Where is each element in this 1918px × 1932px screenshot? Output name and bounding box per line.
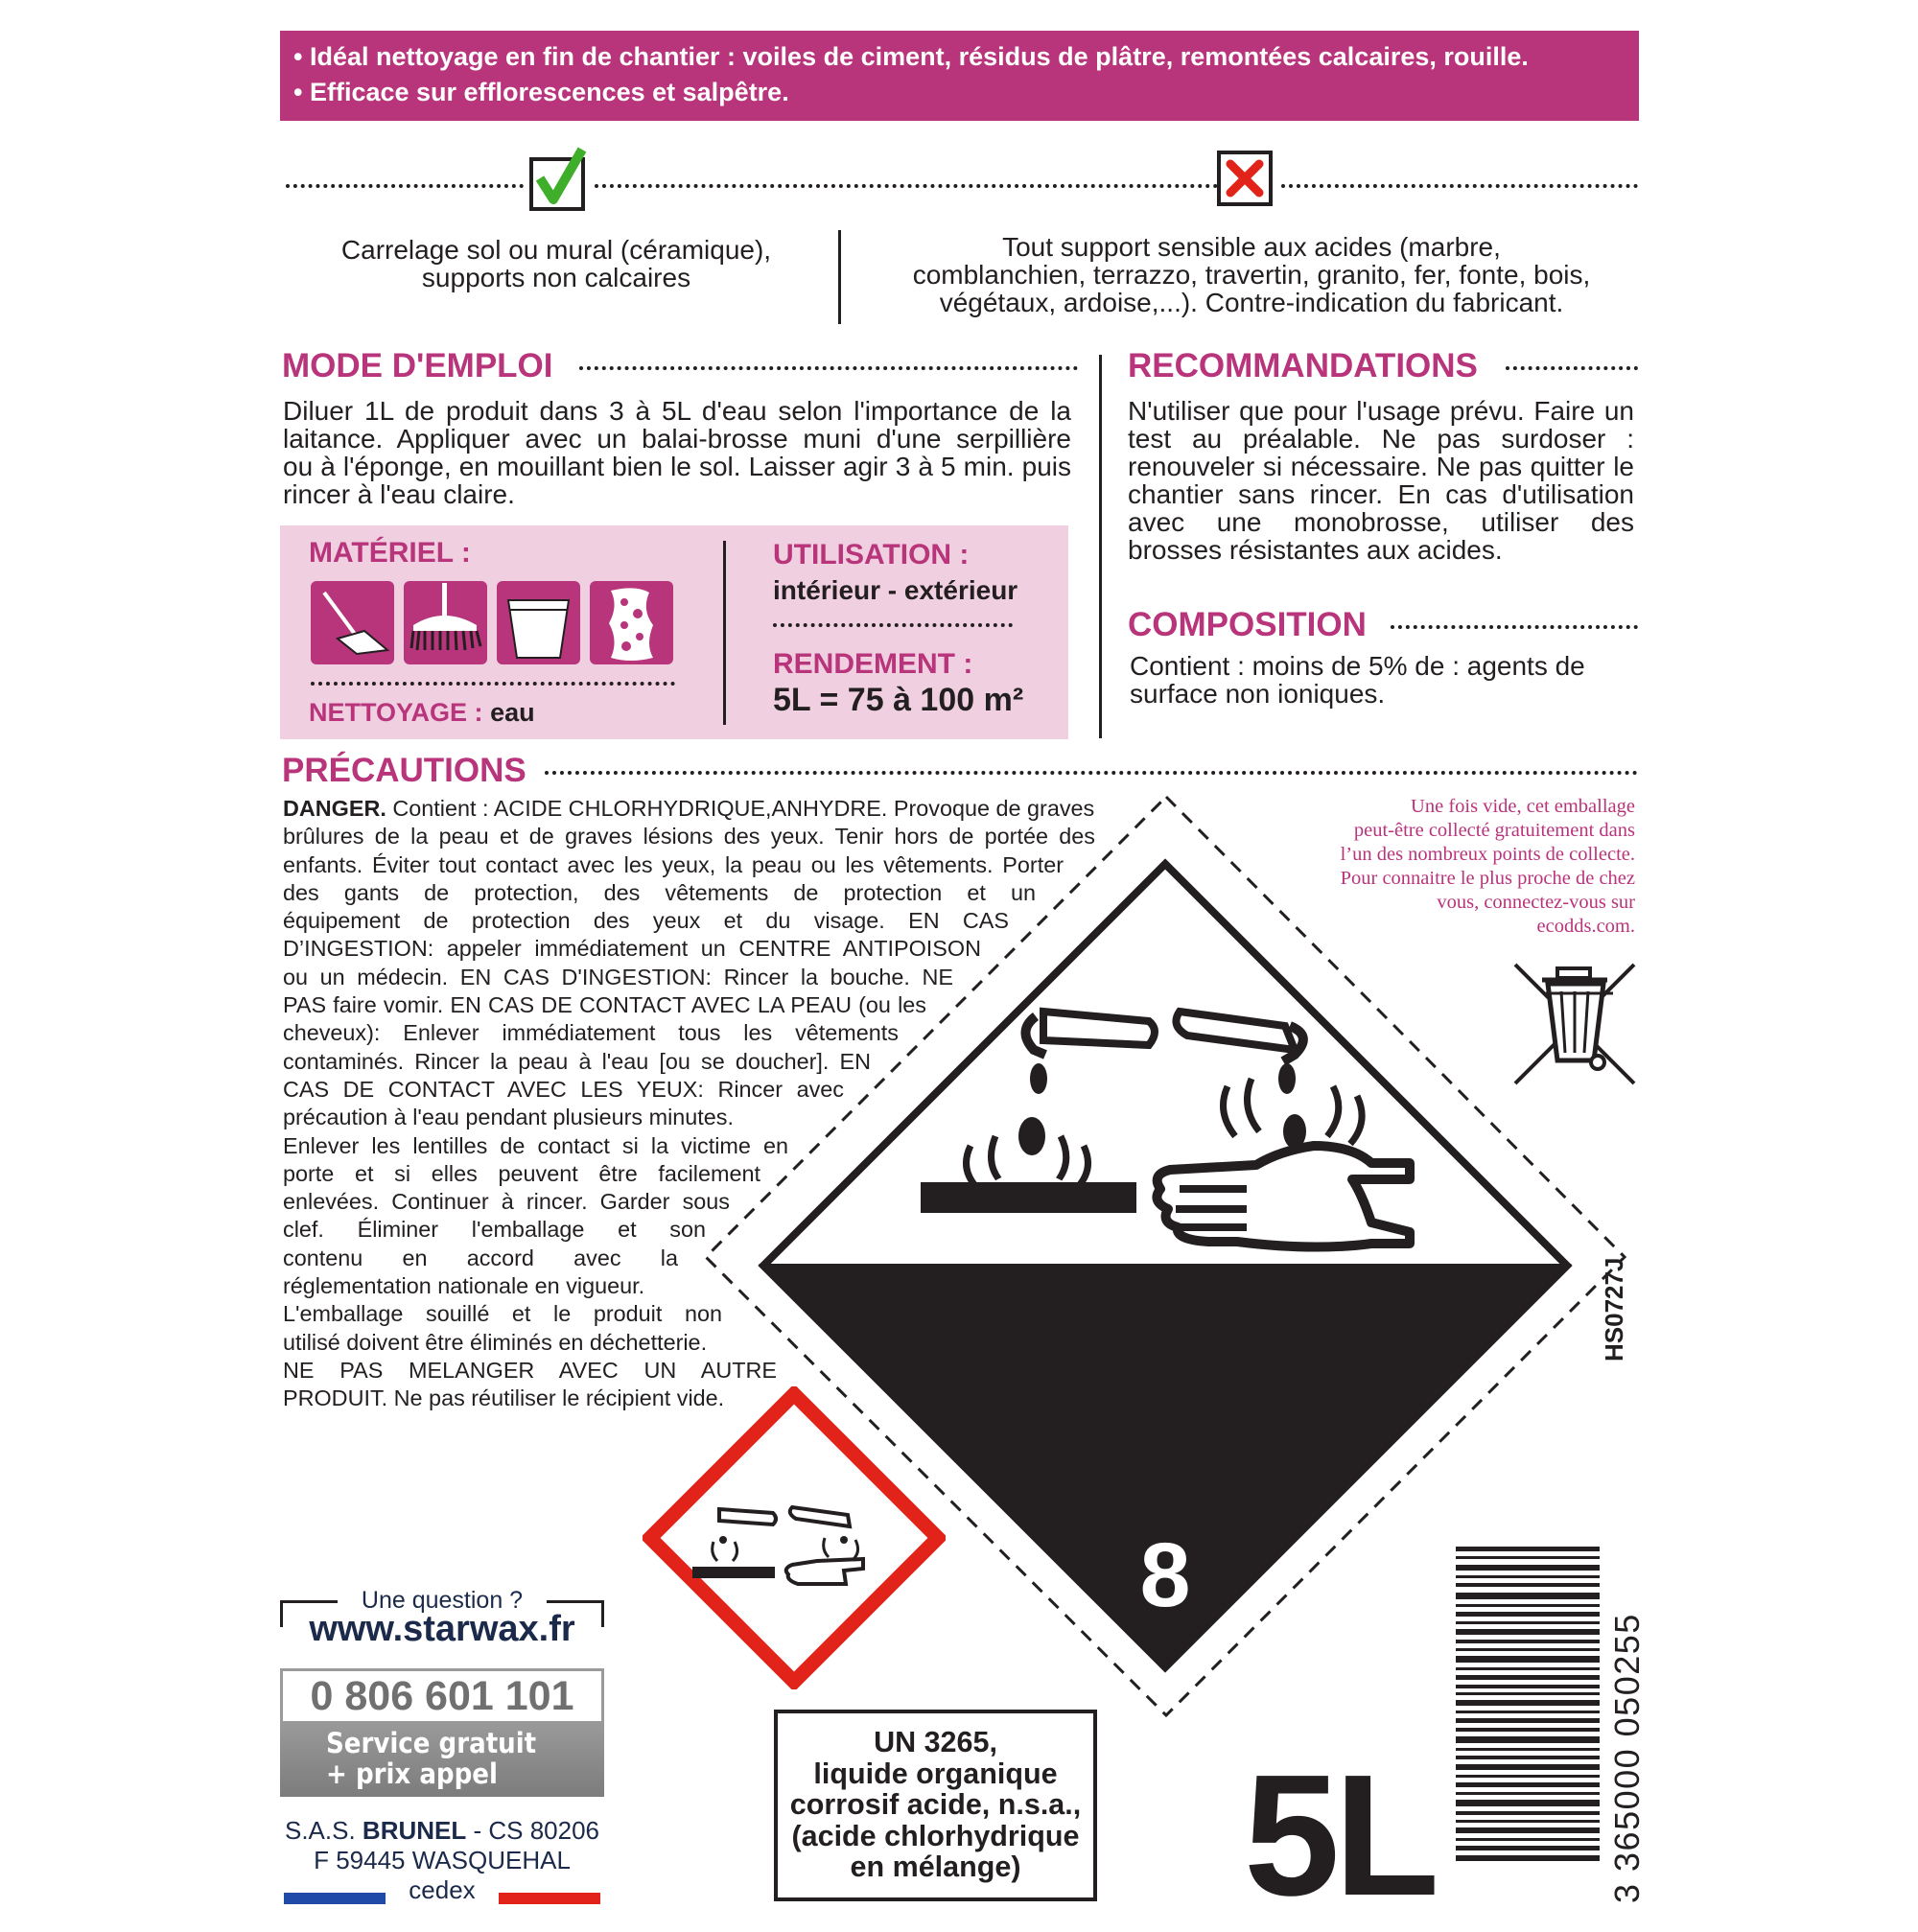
column-divider bbox=[1099, 355, 1102, 738]
top-banner bbox=[280, 31, 1639, 121]
divider-dots bbox=[286, 184, 524, 188]
banner-line-2: • Efficace sur efflorescences et salpêtre. bbox=[293, 78, 789, 106]
un-number-box: UN 3265, liquide organique corrosif acide, n.s.a., (acide chlorhydrique en mélange) bbox=[774, 1710, 1097, 1901]
utilisation-title: UTILISATION : bbox=[773, 539, 970, 570]
volume-label: 5L bbox=[1244, 1739, 1435, 1932]
unsuitable-surfaces: Tout support sensible aux acides (marbre, comblanchien, terrazzo, travertin, granito, fer, fonte, bois, végétaux, ardoise,...). Contre-indication du fabricant. bbox=[912, 232, 1591, 317]
flag-red-stripe bbox=[499, 1893, 600, 1904]
mode-emploi-text: Diluer 1L de produit dans 3 à 5L d'eau selon l'importance de la laitance. Appliquer avec un balai-brosse muni d'une serpillière ou à l'éponge, en mouillant bien le sol. Laisser agir 3 à 5 min. puis rincer à l'eau claire. bbox=[283, 396, 1071, 509]
company-address: S.A.S. BRUNEL - CS 80206 F 59445 WASQUEHAL cedex bbox=[284, 1816, 600, 1904]
divider-dots bbox=[579, 366, 1078, 370]
recycling-note: Une fois vide, cet emballage peut-être collecté gratuitement dans l’un des nombreux points de collecte. Pour connaitre le plus proche de chez vous, connectez-vous sur ecodds.com. bbox=[1340, 796, 1635, 937]
divider-dots bbox=[545, 771, 1638, 775]
utilisation-value: intérieur - extérieur bbox=[773, 575, 1018, 605]
barcode bbox=[1456, 1547, 1600, 1865]
rendement-label: RENDEMENT : bbox=[773, 648, 973, 680]
cross-icon bbox=[1216, 150, 1275, 209]
composition-title: COMPOSITION bbox=[1128, 606, 1367, 643]
nettoyage-row bbox=[309, 698, 535, 728]
mode-emploi-title: MODE D'EMPLOI bbox=[282, 347, 553, 384]
recommandations-title: RECOMMANDATIONS bbox=[1128, 347, 1478, 384]
mop-icon bbox=[311, 581, 394, 664]
divider-dots bbox=[595, 184, 1218, 188]
crossed-bin-icon bbox=[1508, 957, 1642, 1091]
product-code: HS0727J bbox=[1600, 1257, 1628, 1362]
precautions-title: PRÉCAUTIONS bbox=[282, 752, 526, 789]
suitable-surfaces: Carrelage sol ou mural (céramique), supports non calcaires bbox=[340, 235, 772, 292]
precautions-text: DANGER. Contient : ACIDE CHLORHYDRIQUE,ANHYDRE. Provoque de graves brûlures de la peau et de graves lésions des yeux. Tenir hors de portée des enfants. Éviter tout contact avec les yeux, la peau ou les vêtements. Porter des gants de protection, des vêtements de protection et un équipement de protection des yeux et du visage. EN CAS D’INGESTION: appeler immédiatement un CENTRE ANTIPOISON ou un médecin. EN CAS D'INGESTION: Rincer la bouche. NE PAS faire vomir. EN CAS DE CONTACT AVEC LA PEAU (ou les cheveux): Enlever immédiatement tous les vêtements contaminés. Rincer la peau à l'eau [ou se doucher]. EN CAS DE CONTACT AVEC LES YEUX: Rincer avec précaution à l'eau pendant plusieurs minutes. Enlever les lentilles de contact si la victime en porte et si elles peuvent être facilement enlevées. Continuer à rincer. Garder sous clef. Éliminer l'emballage et son contenu en accord avec la réglementation nationale en vigueur. L'emballage souillé et le produit non utilisé doivent être éliminés en déchetterie. NE PAS MELANGER AVEC UN AUTRE PRODUIT. Ne pas réutiliser le récipient vide. bbox=[283, 796, 1095, 1411]
column-divider bbox=[838, 230, 841, 324]
question-label: Une question ? bbox=[361, 1587, 524, 1614]
divider-dots bbox=[1281, 184, 1638, 188]
sponge-icon bbox=[590, 581, 673, 664]
bucket-icon bbox=[497, 581, 580, 664]
materiel-title: MATÉRIEL : bbox=[309, 537, 471, 569]
website-link[interactable]: www.starwax.fr bbox=[309, 1609, 575, 1649]
class-number: 8 bbox=[1139, 1525, 1191, 1626]
nettoyage-label: NETTOYAGE : bbox=[309, 698, 483, 727]
composition-text: Contient : moins de 5% de : agents de surface non ioniques. bbox=[1130, 651, 1585, 709]
barcode-number: 3 365000 050255 bbox=[1607, 1613, 1647, 1903]
nettoyage-value: eau bbox=[490, 698, 535, 727]
brush-icon bbox=[404, 581, 487, 664]
divider-dots bbox=[1391, 625, 1638, 629]
box-divider bbox=[723, 541, 726, 725]
danger-word: DANGER. bbox=[283, 796, 386, 821]
rendement-value: 5L = 75 à 100 m² bbox=[773, 682, 1024, 718]
recommandations-text: N'utiliser que pour l'usage prévu. Faire un test au préalable. Ne pas surdoser : renouveler si nécessaire. Ne pas quitter le chantier sans rincer. En cas d'utilisation avec une monobrosse, utiliser des brosses résistantes aux acides. bbox=[1128, 396, 1634, 565]
materiel-box bbox=[280, 525, 1068, 739]
service-badge: Service gratuit + prix appel bbox=[280, 1722, 604, 1797]
divider-dots bbox=[773, 623, 1013, 627]
divider-dots bbox=[1506, 366, 1638, 370]
flag-blue-stripe bbox=[284, 1893, 386, 1904]
divider-dots bbox=[311, 682, 675, 686]
check-icon bbox=[528, 146, 590, 213]
banner-line-1: • Idéal nettoyage en fin de chantier : voiles de ciment, résidus de plâtre, remontées calcaires, rouille. bbox=[293, 42, 1529, 71]
ghs-corrosive-icon bbox=[643, 1386, 946, 1689]
phone-number[interactable]: 0 806 601 101 bbox=[280, 1668, 604, 1724]
